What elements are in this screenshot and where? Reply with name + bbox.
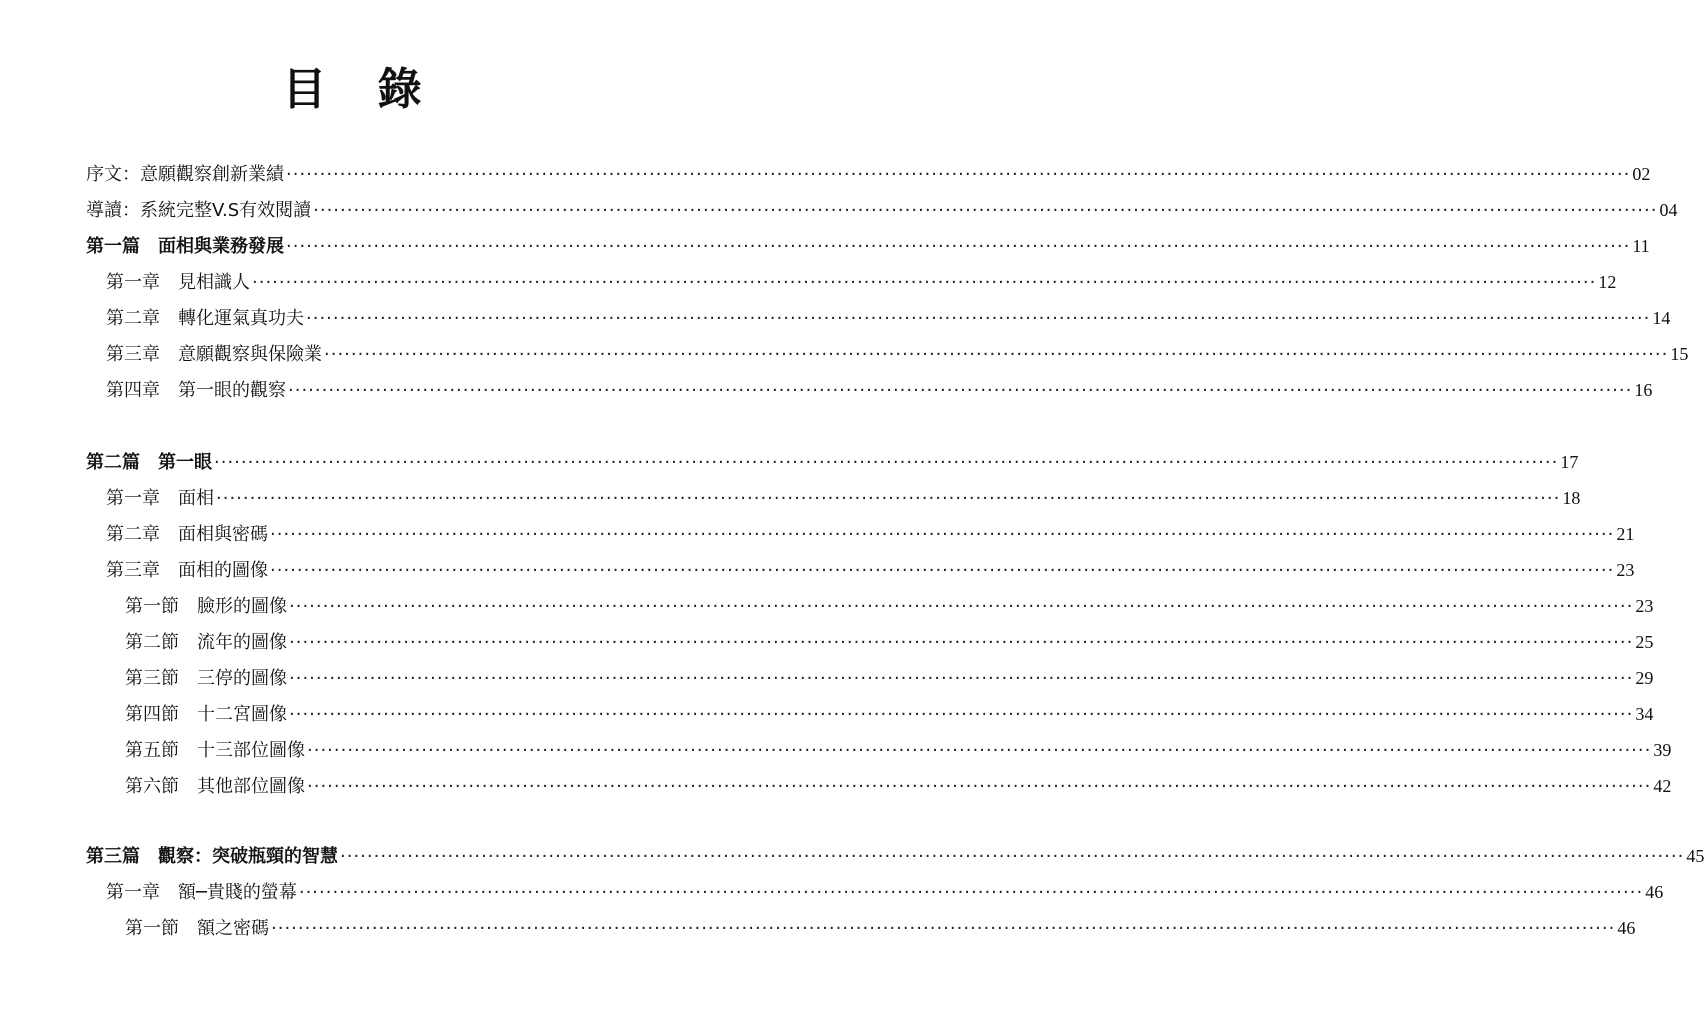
dot-leader: ········································································································································································································ <box>270 560 1615 581</box>
toc-entry-label <box>106 520 268 550</box>
toc-entry-part <box>86 447 1579 477</box>
dot-leader: ········································································································································································································ <box>340 846 1685 867</box>
toc-page-number: 18 <box>1562 488 1581 508</box>
toc-entry-chapter <box>106 303 1671 333</box>
toc-entry-text: 三停的圖像 <box>197 668 287 689</box>
toc-page-number: 21 <box>1616 524 1635 544</box>
toc-entry-number: 第三章 <box>106 344 160 365</box>
dot-leader: ········································································································································································································ <box>252 272 1597 293</box>
toc-entry-chapter <box>106 519 1635 549</box>
toc-entry-text: 觀察：突破瓶頸的智慧 <box>158 846 338 867</box>
toc-page-number: 16 <box>1634 380 1653 400</box>
toc-entry-section <box>125 735 1672 765</box>
toc-page-number: 39 <box>1653 740 1672 760</box>
toc-entry-chapter <box>106 555 1635 585</box>
toc-entry-section <box>125 699 1654 729</box>
toc-page-number: 46 <box>1617 918 1636 938</box>
dot-leader: ········································································································································································································ <box>216 488 1561 509</box>
toc-entry-number: 第四章 <box>106 380 160 401</box>
dot-leader: ········································································································································································································ <box>286 164 1631 185</box>
toc-entry-text: 面相與密碼 <box>178 524 268 545</box>
dot-leader: ········································································································································································································ <box>214 452 1559 473</box>
dot-leader: ········································································································································································································ <box>307 740 1652 761</box>
toc-entry-label <box>106 484 214 514</box>
toc-entry-text: 額─貴賤的螢幕 <box>178 882 297 903</box>
toc-entry-label <box>125 914 269 944</box>
toc-entry-section <box>125 913 1636 943</box>
toc-entry-text: 見相識人 <box>178 272 250 293</box>
toc-page-number: 45 <box>1686 846 1704 866</box>
toc-page-number: 04 <box>1659 200 1678 220</box>
toc-page-number: 34 <box>1635 704 1654 724</box>
dot-leader: ········································································································································································································ <box>313 200 1658 221</box>
toc-entry-chapter <box>106 339 1689 369</box>
toc-entry-label <box>86 232 284 262</box>
toc-entry-label <box>106 268 250 298</box>
toc-entry-chapter <box>106 375 1653 405</box>
toc-page-number: 25 <box>1635 632 1654 652</box>
toc-entry-chapter <box>106 877 1664 907</box>
toc-entry-text: 意願觀察與保險業 <box>178 344 322 365</box>
toc-entry-number: 第四節 <box>125 704 179 725</box>
toc-entry-section <box>125 591 1654 621</box>
toc-entry-part <box>86 231 1650 261</box>
dot-leader: ········································································································································································································ <box>289 704 1634 725</box>
toc-entry-label <box>106 878 297 908</box>
toc-entry-text: 十二宮圖像 <box>197 704 287 725</box>
toc-entry-label <box>86 448 212 478</box>
toc-entry-section <box>125 627 1654 657</box>
toc-entry-text: 序文：意願觀察創新業績 <box>86 164 284 185</box>
dot-leader: ········································································································································································································ <box>288 380 1633 401</box>
toc-page-number: 14 <box>1652 308 1671 328</box>
toc-entry-section <box>125 663 1654 693</box>
toc-entry-section <box>125 771 1672 801</box>
toc-entry-label <box>106 556 268 586</box>
toc-entry-number: 第二篇 <box>86 452 140 473</box>
toc-entry-label <box>125 700 287 730</box>
toc-entry-number: 第三節 <box>125 668 179 689</box>
toc-entry-label <box>125 772 305 802</box>
toc-page-number: 23 <box>1616 560 1635 580</box>
toc-entry-label <box>125 628 287 658</box>
toc-entry-part <box>86 841 1704 871</box>
toc-entry-number: 第二章 <box>106 308 160 329</box>
toc-entry-number: 第五節 <box>125 740 179 761</box>
toc-entry-chapter <box>106 267 1617 297</box>
dot-leader: ········································································································································································································ <box>271 918 1616 939</box>
dot-leader: ········································································································································································································ <box>289 668 1634 689</box>
toc-entry-label <box>125 736 305 766</box>
toc-entry-label <box>86 160 284 190</box>
toc-entry-text: 十三部位圖像 <box>197 740 305 761</box>
toc-entry-text: 導讀：系統完整V.S有效閱讀 <box>86 200 312 221</box>
toc-entry-text: 轉化運氣真功夫 <box>178 308 304 329</box>
toc-entry-number: 第二節 <box>125 632 179 653</box>
toc-page-number: 12 <box>1598 272 1617 292</box>
toc-entry-number: 第二章 <box>106 524 160 545</box>
dot-leader: ········································································································································································································ <box>289 596 1634 617</box>
toc-entry-number: 第一章 <box>106 488 160 509</box>
dot-leader: ········································································································································································································ <box>286 236 1631 257</box>
toc-entry-text: 第一眼 <box>158 452 212 473</box>
dot-leader: ········································································································································································································ <box>270 524 1615 545</box>
toc-page-number: 17 <box>1560 452 1579 472</box>
toc-entry-number: 第三章 <box>106 560 160 581</box>
toc-entry-number: 第一章 <box>106 272 160 293</box>
dot-leader: ········································································································································································································ <box>298 882 1644 903</box>
toc-entry-number: 第一章 <box>106 882 160 903</box>
toc-entry-preface <box>86 159 1651 189</box>
toc-entry-chapter <box>106 483 1581 513</box>
toc-entry-number: 第一篇 <box>86 236 140 257</box>
toc-entry-label <box>86 196 311 226</box>
toc-entry-text: 面相與業務發展 <box>158 236 284 257</box>
toc-page-number: 11 <box>1632 236 1650 256</box>
dot-leader: ········································································································································································································ <box>324 344 1669 365</box>
toc-entry-text: 面相 <box>178 488 214 509</box>
toc-entry-label <box>106 340 322 370</box>
toc-page-number: 29 <box>1635 668 1654 688</box>
toc-entry-label <box>125 664 287 694</box>
toc-entry-number: 第一節 <box>125 596 179 617</box>
toc-entry-label <box>106 376 286 406</box>
toc-entry-guide <box>86 195 1678 225</box>
toc-entry-text: 第一眼的觀察 <box>178 380 286 401</box>
dot-leader: ········································································································································································································ <box>307 776 1652 797</box>
toc-entry-number: 第一節 <box>125 918 179 939</box>
toc-page-number: 46 <box>1645 882 1664 902</box>
dot-leader: ········································································································································································································ <box>306 308 1651 329</box>
toc-entry-number: 第六節 <box>125 776 179 797</box>
toc-entry-text: 流年的圖像 <box>197 632 287 653</box>
toc-entry-label <box>106 304 304 334</box>
toc-entry-number: 第三篇 <box>86 846 140 867</box>
toc-entry-text: 面相的圖像 <box>178 560 268 581</box>
toc-entry-text: 額之密碼 <box>197 918 269 939</box>
toc-page-number: 02 <box>1632 164 1651 184</box>
toc-entry-text: 臉形的圖像 <box>197 596 287 617</box>
toc-entry-label <box>86 842 338 872</box>
dot-leader: ········································································································································································································ <box>289 632 1634 653</box>
toc-page-number: 23 <box>1635 596 1654 616</box>
toc-page-number: 15 <box>1670 344 1689 364</box>
toc-entry-text: 其他部位圖像 <box>197 776 305 797</box>
toc-page-number: 42 <box>1653 776 1672 796</box>
page-title: 目 錄 <box>282 64 440 115</box>
toc-entry-label <box>125 592 287 622</box>
